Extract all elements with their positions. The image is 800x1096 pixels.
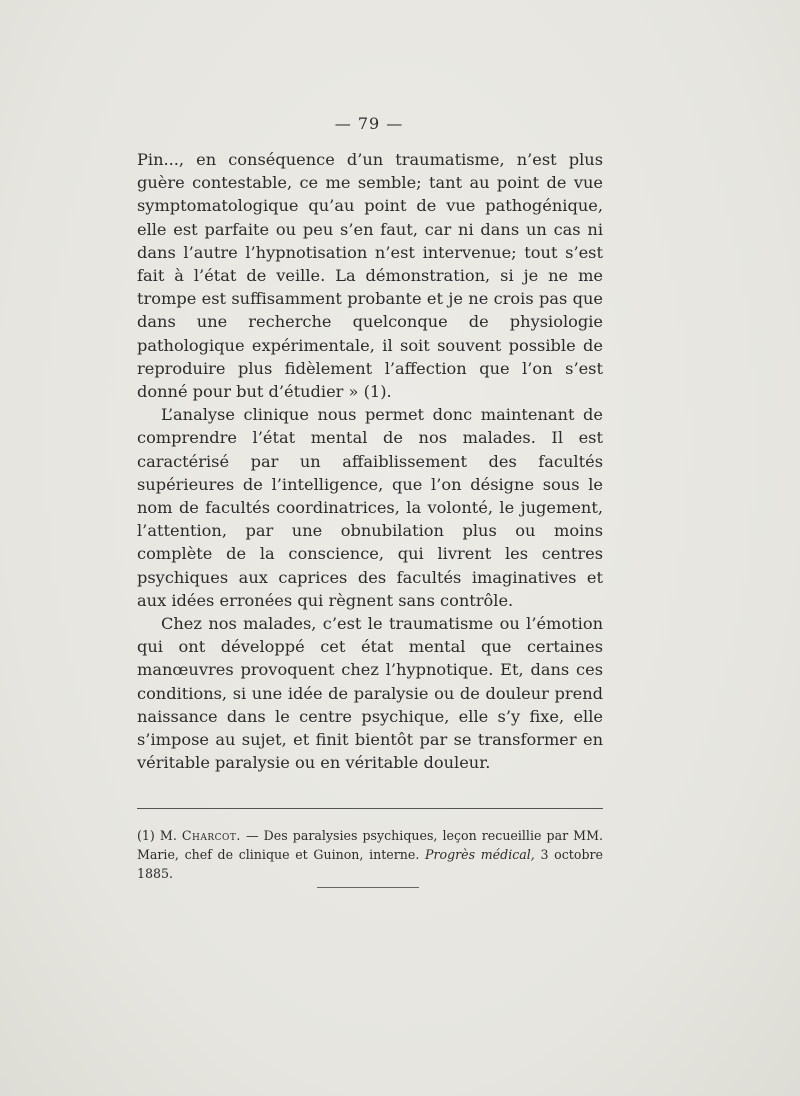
footnote-text: — Des paralysies psychiques, leçon recueillie par MM. Marie, chef de clinique et Guinon, interne. [137,828,603,862]
paragraph-2: L’analyse clinique nous permet donc maintenant de comprendre l’état mental de nos malades. Il est caractérisé par un affaiblissement des facultés supérieures de l’intelligence, que l’on désigne sous le nom de facultés coordinatrices, la volonté, le jugement, l’attention, par une obnubilation plus ou moins complète de la conscience, qui livrent les centres psychiques aux caprices des facultés imaginatives et aux idées erronées qui règnent sans contrôle. [137,405,603,610]
footnote-author-prefix: M. [159,828,177,843]
footnote-journal: Progrès médical, [425,847,535,862]
footnote [137,826,603,883]
body-text [137,148,603,774]
footnote-marker: (1) [137,828,155,843]
footnote-author: Charcot. [181,828,241,843]
footnote-date: 3 octobre 1885. [137,847,603,881]
paragraph-1: Pin..., en conséquence d’un traumatisme, n’est plus guère contestable, ce me semble; tant au point de vue symptomatologique qu’au point de vue pathogénique, elle est parfaite ou peu s’en faut, car ni dans un cas ni dans l’autre l’hypnotisation n’est intervenue; tout s’est fait à l’état de veille. La démonstration, si je ne me trompe est suffisamment probante et je ne crois pas que dans une recherche quelconque de physiologie pathologique expérimentale, il soit souvent possible de reproduire plus fidèlement l’affection que l’on s’est donné pour but d’étudier » (1). [137,150,603,402]
end-rule [317,887,419,888]
footnote-separator [137,808,603,809]
paragraph-3: Chez nos malades, c’est le traumatisme ou l’émotion qui ont développé cet état mental que certaines manœuvres provoquent chez l’hypnotique. Et, dans ces conditions, si une idée de paralysie ou de douleur prend naissance dans le centre psychique, elle s’y fixe, elle s’impose au sujet, et finit bientôt par se transformer en véritable paralysie ou en véritable douleur. [137,614,603,773]
page-number: — 79 — [334,114,404,133]
